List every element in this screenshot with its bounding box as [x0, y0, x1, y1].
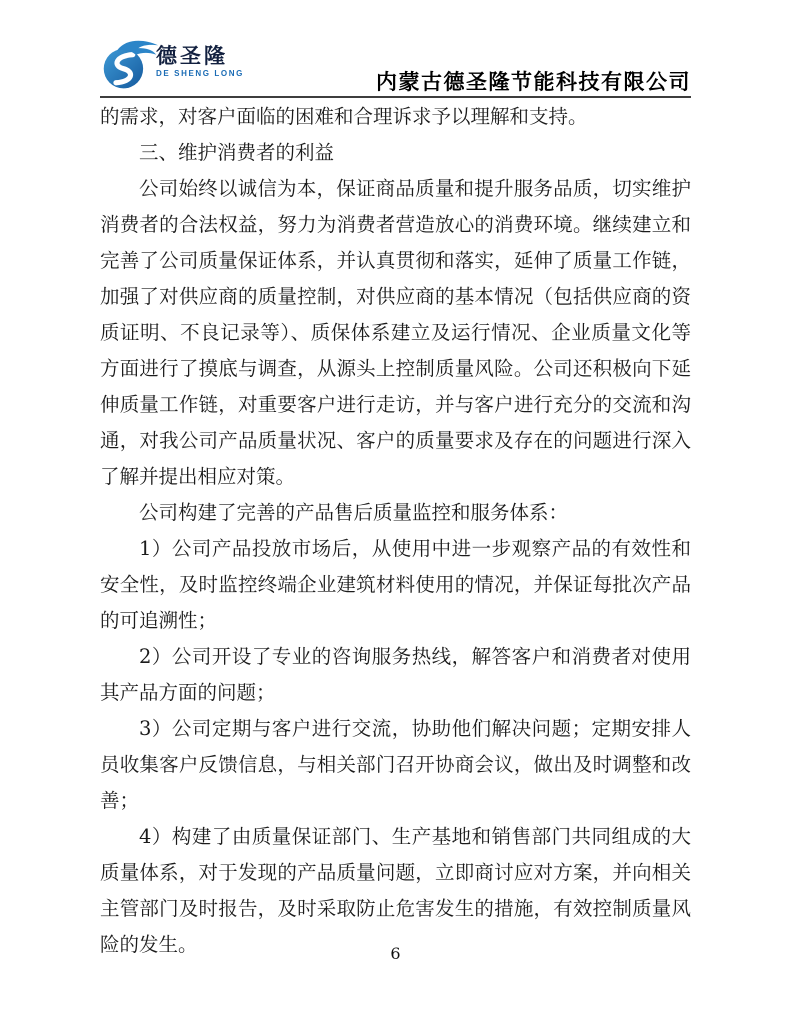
para-aftersales-intro: 公司构建了完善的产品售后质量监控和服务体系：: [139, 501, 569, 524]
document-body: [100, 99, 691, 963]
logo-text-block: [156, 46, 244, 78]
company-name: 内蒙古德圣隆节能科技有限公司: [376, 69, 691, 94]
list-item-4: 4）构建了由质量保证部门、生产基地和销售部门共同组成的大质量体系，对于发现的产品质量问题，立即商讨应对方案，并向相关主管部门及时报告，及时采取防止危害发生的措施，有效控制质量风险的发生。: [100, 825, 691, 956]
list-item-2: 2）公司开设了专业的咨询服务热线，解答客户和消费者对使用其产品方面的问题；: [100, 645, 691, 704]
header-divider: [100, 96, 691, 98]
list-item-3: 3）公司定期与客户进行交流，协助他们解决问题；定期安排人员收集客户反馈信息，与相关部门召开协商会议，做出及时调整和改善；: [100, 717, 691, 812]
company-logo: [100, 36, 244, 92]
page-number: 6: [390, 944, 401, 963]
desheng-long-logo-icon: [100, 36, 160, 92]
logo-name-cn: 德圣隆: [156, 45, 228, 68]
para-quality-assurance: 公司始终以诚信为本，保证商品质量和提升服务品质，切实维护消费者的合法权益，努力为消费者营造放心的消费环境。继续建立和完善了公司质量保证体系，并认真贯彻和落实，延伸了质量工作链，加强了对供应商的质量控制，对供应商的基本情况（包括供应商的资质证明、不良记录等）、质保体系建立及运行情况、企业质量文化等方面进行了摸底与调查，从源头上控制质量风险。公司还积极向下延伸质量工作链，对重要客户进行走访，并与客户进行充分的交流和沟通，对我公司产品质量状况、客户的质量要求及存在的问题进行深入了解并提出相应对策。: [100, 177, 691, 488]
para-continuation: 的需求，对客户面临的困难和合理诉求予以理解和支持。: [100, 105, 588, 128]
page-header: [100, 34, 691, 94]
list-item-1: 1）公司产品投放市场后，从使用中进一步观察产品的有效性和安全性，及时监控终端企业建筑材料使用的情况，并保证每批次产品的可追溯性；: [100, 537, 691, 632]
section-heading-consumer-interests: 三、维护消费者的利益: [139, 141, 335, 164]
logo-name-en: DE SHENG LONG: [156, 69, 244, 78]
